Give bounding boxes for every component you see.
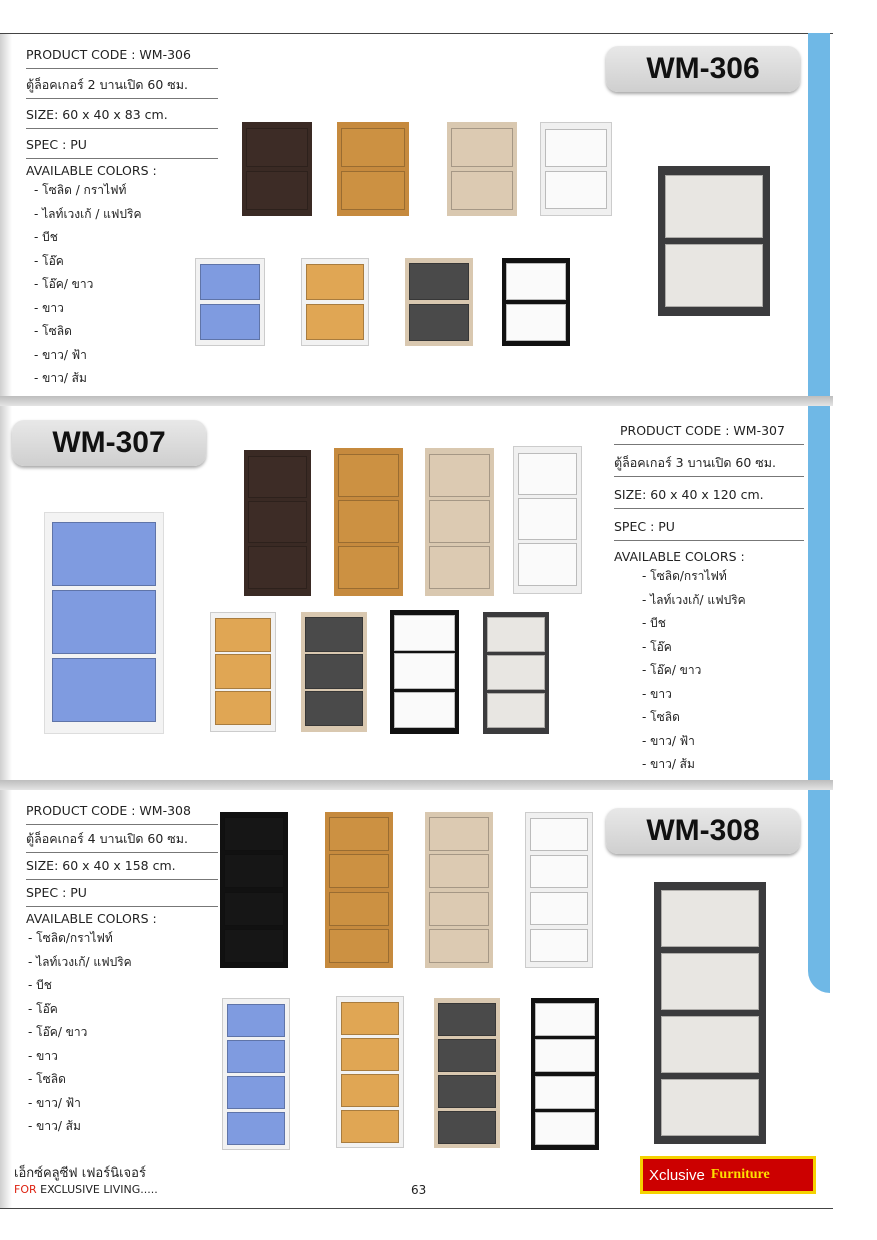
model-badge: WM-308: [606, 808, 800, 854]
locker-image: [336, 996, 404, 1148]
list-item: - โอ๊ค: [28, 1001, 58, 1016]
model-badge: WM-306: [606, 46, 800, 92]
blue-side-tab: [808, 33, 830, 993]
locker-image: [525, 812, 593, 968]
list-item: - ไลท์เวงเก้/ แฟปริค: [642, 592, 746, 607]
list-item: - บีช: [642, 616, 666, 630]
page-gutter-shade: [0, 33, 12, 1208]
locker-image: [434, 998, 500, 1148]
product-code: PRODUCT CODE : WM-306: [26, 44, 218, 69]
locker-image: [425, 448, 494, 596]
locker-image: [390, 610, 459, 734]
color-list: [26, 927, 218, 1139]
locker-image: [405, 258, 473, 346]
list-item: - ไลท์เวงเก้/ แฟปริค: [28, 954, 132, 969]
wm307-spec-block: [614, 420, 804, 777]
color-list: [614, 565, 804, 777]
product-size: SIZE: 60 x 40 x 158 cm.: [26, 853, 218, 880]
locker-image: [531, 998, 599, 1150]
list-item: - โซลิด / กราไฟท์: [34, 183, 127, 197]
list-item: - ขาว: [28, 1048, 58, 1063]
locker-image: [447, 122, 517, 216]
locker-image: [220, 812, 288, 968]
locker-image: [654, 882, 766, 1144]
list-item: - ขาว/ ฟ้า: [34, 347, 87, 362]
logo-xclusive: Xclusive: [649, 1166, 705, 1184]
list-item: - บีช: [34, 230, 58, 244]
list-item: - ขาว/ ฟ้า: [642, 733, 695, 748]
footer-tagline: [14, 1183, 158, 1196]
list-item: - โซลิด: [642, 710, 680, 724]
list-item: - โซลิด/กราไฟท์: [642, 569, 727, 583]
list-item: - โอ๊ค/ ขาว: [28, 1025, 88, 1039]
locker-image: [337, 122, 409, 216]
model-badge: WM-307: [12, 420, 206, 466]
logo-furniture: Furniture: [710, 1167, 770, 1182]
list-item: - โซลิด/กราไฟท์: [28, 931, 113, 945]
list-item: - ขาว: [642, 686, 672, 701]
locker-image: [658, 166, 770, 316]
locker-image: [483, 612, 549, 734]
wm308-spec-block: [26, 800, 218, 1139]
locker-image: [244, 450, 311, 596]
list-item: - โซลิด: [28, 1072, 66, 1086]
product-spec: SPEC : PU: [26, 880, 218, 907]
footer-tagline-for: FOR: [14, 1183, 37, 1196]
list-item: - โอ๊ค/ ขาว: [642, 663, 702, 677]
section-divider: [0, 780, 833, 790]
bottom-rule: [0, 1208, 833, 1209]
colors-label: AVAILABLE COLORS :: [614, 549, 745, 564]
product-title: ตู้ล็อคเกอร์ 3 บานเปิด 60 ซม.: [614, 445, 804, 477]
locker-image: [44, 512, 164, 734]
colors-label: AVAILABLE COLORS :: [26, 163, 157, 178]
list-item: - โอ๊ค: [34, 253, 64, 268]
locker-image: [540, 122, 612, 216]
list-item: - ขาว/ ส้ม: [28, 1119, 81, 1133]
locker-image: [425, 812, 493, 968]
top-rule: [0, 33, 833, 34]
product-title: ตู้ล็อคเกอร์ 4 บานเปิด 60 ซม.: [26, 825, 218, 853]
footer-brand-thai: เอ็กซ์คลูซีฟ เฟอร์นิเจอร์: [14, 1166, 146, 1181]
product-spec: SPEC : PU: [614, 509, 804, 541]
section-divider: [0, 396, 833, 406]
list-item: - ขาว/ ส้ม: [642, 757, 695, 771]
page-number: 63: [411, 1183, 427, 1197]
locker-image: [210, 612, 276, 732]
product-size: SIZE: 60 x 40 x 120 cm.: [614, 477, 804, 509]
locker-image: [222, 998, 290, 1150]
list-item: - โอ๊ค: [642, 639, 672, 654]
locker-image: [195, 258, 265, 346]
product-code: PRODUCT CODE : WM-308: [26, 800, 218, 825]
locker-image: [325, 812, 393, 968]
locker-image: [334, 448, 403, 596]
list-item: - โอ๊ค/ ขาว: [34, 277, 94, 291]
colors-label: AVAILABLE COLORS :: [26, 911, 157, 926]
locker-image: [502, 258, 570, 346]
locker-image: [513, 446, 582, 594]
locker-image: [301, 258, 369, 346]
locker-image: [301, 612, 367, 732]
product-code: PRODUCT CODE : WM-307: [614, 420, 804, 445]
list-item: - ไลท์เวงเก้ / แฟปริค: [34, 206, 142, 221]
list-item: - โซลิด: [34, 324, 72, 338]
product-title: ตู้ล็อคเกอร์ 2 บานเปิด 60 ซม.: [26, 69, 218, 99]
product-spec: SPEC : PU: [26, 129, 218, 159]
footer-tagline-rest: EXCLUSIVE LIVING.....: [36, 1183, 158, 1196]
brand-logo: [640, 1156, 816, 1194]
locker-image: [242, 122, 312, 216]
color-list: [26, 179, 218, 391]
list-item: - บีช: [28, 978, 52, 992]
product-size: SIZE: 60 x 40 x 83 cm.: [26, 99, 218, 129]
list-item: - ขาว/ ส้ม: [34, 371, 87, 385]
wm306-spec-block: [26, 44, 218, 391]
list-item: - ขาว: [34, 300, 64, 315]
list-item: - ขาว/ ฟ้า: [28, 1095, 81, 1110]
